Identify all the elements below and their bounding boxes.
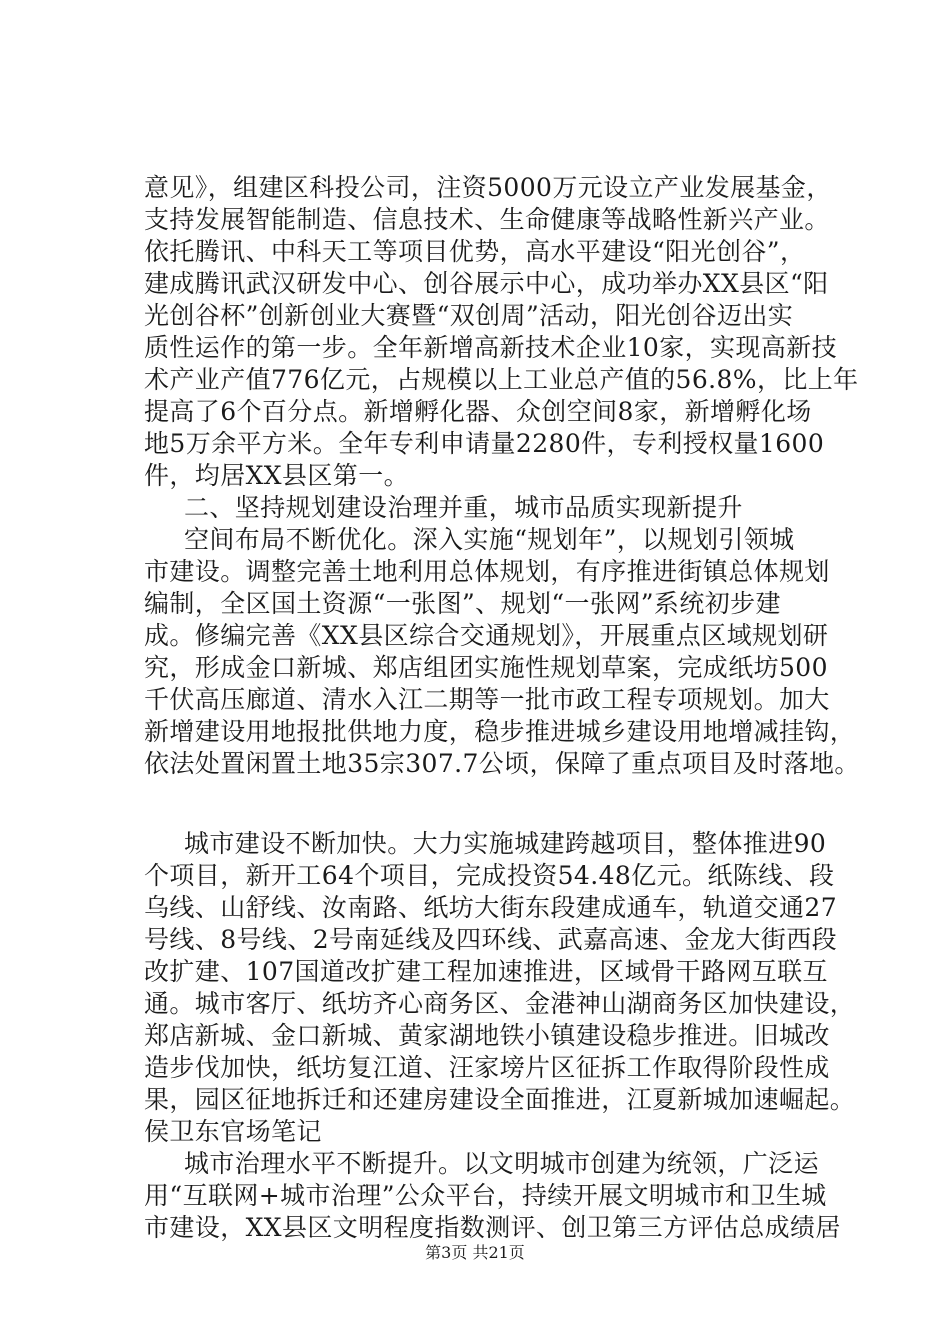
text-line: 地5万余平方米。全年专利申请量2280件，专利授权量1600 — [144, 429, 825, 458]
text-line: 通。城市客厅、纸坊齐心商务区、金港神山湖商务区加快建设， — [144, 989, 856, 1018]
text-line: 依托腾讯、中科天工等项目优势，高水平建设“阳光创谷”， — [144, 237, 806, 266]
text-line: 郑店新城、金口新城、黄家湖地铁小镇建设稳步推进。旧城改 — [144, 1021, 830, 1050]
document-body — [144, 172, 860, 1244]
section-heading — [144, 492, 834, 524]
text-line: 果，园区征地拆迁和还建房建设全面推进，江夏新城加速崛起。 — [144, 1085, 856, 1114]
text-line: 术产业产值776亿元，占规模以上工业总产值的56.8%，比上年 — [144, 365, 859, 394]
text-line: 改扩建、107国道改扩建工程加速推进，区域骨干路网互联互 — [144, 957, 828, 986]
text-line: 市建设。调整完善土地利用总体规划，有序推进街镇总体规划 — [144, 557, 830, 586]
text-line: 乌线、山舒线、汝南路、纸坊大街东段建成通车，轨道交通27 — [144, 893, 838, 922]
text-line: 提高了6个百分点。新增孵化器、众创空间8家，新增孵化场 — [144, 397, 812, 426]
paragraph-urban-governance — [144, 1148, 841, 1244]
text-line: 依法处置闲置土地35宗307.7公顷，保障了重点项目及时落地。 — [144, 749, 860, 778]
text-line: 质性运作的第一步。全年新增高新技术企业10家，实现高新技 — [144, 333, 838, 362]
text-line: 建成腾讯武汉研发中心、创谷展示中心，成功举办XX县区“阳 — [144, 269, 829, 298]
text-line: 用“互联网+城市治理”公众平台，持续开展文明城市和卫生城 — [144, 1181, 827, 1210]
text-line: 市建设，XX县区文明程度指数测评、创卫第三方评估总成绩居 — [144, 1213, 841, 1242]
text-line: 编制，全区国土资源“一张图”、规划“一张网”系统初步建 — [144, 589, 781, 618]
text-line: 新增建设用地报批供地力度，稳步推进城乡建设用地增减挂钩， — [144, 717, 856, 746]
text-line: 个项目，新开工64个项目，完成投资54.48亿元。纸陈线、段 — [144, 861, 835, 890]
text-line: 光创谷杯”创新创业大赛暨“双创周”活动，阳光创谷迈出实 — [144, 301, 794, 330]
text-line: 造步伐加快，纸坊复江道、汪家塝片区征拆工作取得阶段性成 — [144, 1053, 830, 1082]
text-line: 侯卫东官场笔记 — [144, 1117, 322, 1146]
text-line: 千伏高压廊道、清水入江二期等一批市政工程专项规划。加大 — [144, 685, 830, 714]
text-line: 二、坚持规划建设治理并重，城市品质实现新提升 — [184, 493, 743, 522]
text-line: 城市建设不断加快。大力实施城建跨越项目，整体推进90 — [184, 829, 827, 858]
text-line: 号线、8号线、2号南延线及四环线、武嘉高速、金龙大街西段 — [144, 925, 838, 954]
text-line: 支持发展智能制造、信息技术、生命健康等战略性新兴产业。 — [144, 205, 830, 234]
text-line: 件，均居XX县区第一。 — [144, 461, 409, 490]
text-line: 城市治理水平不断提升。以文明城市创建为统领，广泛运 — [184, 1149, 820, 1178]
text-line: 空间布局不断优化。深入实施“规划年”，以规划引领城 — [184, 525, 795, 554]
paragraph-urban-construction — [144, 828, 856, 1148]
paragraph-gap — [144, 780, 834, 828]
paragraph-spatial-layout — [144, 524, 860, 780]
text-line: 究，形成金口新城、郑店组团实施性规划草案，完成纸坊500 — [144, 653, 828, 682]
page-footer — [0, 1243, 950, 1263]
text-line: 意见》，组建区科投公司，注资5000万元设立产业发展基金， — [144, 173, 832, 202]
page-number: 第3页 共21页 — [425, 1243, 525, 1262]
text-line: 成。修编完善《XX县区综合交通规划》，开展重点区域规划研 — [144, 621, 829, 650]
paragraph-tech-innovation — [144, 172, 859, 492]
